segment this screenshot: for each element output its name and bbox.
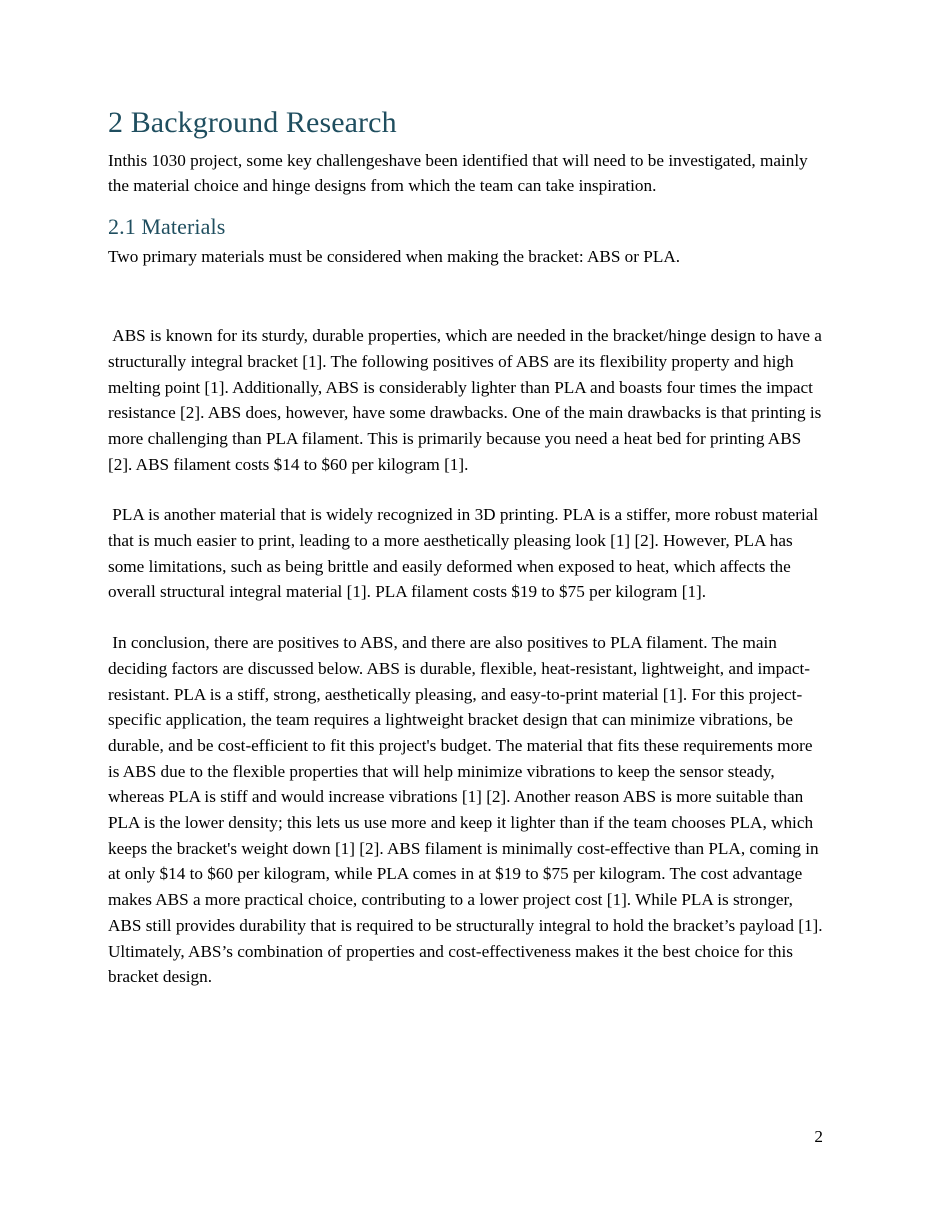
subsection-heading-materials: 2.1 Materials <box>108 213 226 239</box>
page-number: 2 <box>814 1127 823 1146</box>
section-intro-paragraph: Inthis 1030 project, some key challengeshave been identified that will need to be investigated, mainly the material choice and hinge designs from which the team can take inspiration. <box>108 150 813 196</box>
paragraph-spacer <box>108 270 824 323</box>
paragraph-abs: ABS is known for its sturdy, durable properties, which are needed in the bracket/hinge design to have a structurally integral bracket [1]. The following positives of ABS are its flexibility property and high melting point [1]. Additionally, ABS is considerably lighter than PLA and boasts four times the impact resistance [2]. ABS does, however, have some drawbacks. One of the main drawbacks is that printing is more challenging than PLA filament. This is primarily because you need a heat bed for printing ABS [2]. ABS filament costs $14 to $60 per kilogram [1]. <box>108 326 827 474</box>
paragraph-pla: PLA is another material that is widely recognized in 3D printing. PLA is a stiffer, more robust material that is much easier to print, leading to a more aesthetically pleasing look [1] [2]. However, PLA has some limitations, such as being brittle and easily deformed when exposed to heat, which affects the overall structural integral material [1]. PLA filament costs $19 to $75 per kilogram [1]. <box>108 505 823 602</box>
paragraph-spacer <box>108 477 824 502</box>
paragraph-conclusion: In conclusion, there are positives to ABS, and there are also positives to PLA filament. The main deciding factors are discussed below. ABS is durable, flexible, heat-resistant, lightweight, and impact-resistant. PLA is a stiff, strong, aesthetically pleasing, and easy-to-print material [1]. For this project-specific application, the team requires a lightweight bracket design that can minimize vibrations, be durable, and be cost-efficient to fit this project's budget. The material that fits these requirements more is ABS due to the flexible properties that will help minimize vibrations to keep the sensor steady, whereas PLA is stiff and would increase vibrations [1] [2]. Another reason ABS is more suitable than PLA is the lower density; this lets us use more and keep it lighter than if the team chooses PLA, which keeps the bracket's weight down [1] [2]. ABS filament is minimally cost-effective than PLA, coming in at only $14 to $60 per kilogram, while PLA comes in at $19 to $75 per kilogram. The cost advantage makes ABS a more practical choice, contributing to a lower project cost [1]. While PLA is stronger, ABS still provides durability that is required to be structurally integral to hold the bracket’s payload [1]. Ultimately, ABS’s combination of properties and cost-effectiveness makes it the best choice for this bracket design. <box>108 633 827 987</box>
page-content <box>108 104 827 990</box>
paragraph-spacer <box>108 605 824 630</box>
materials-lead-line: Two primary materials must be considered when making the bracket: ABS or PLA. <box>108 247 681 267</box>
section-heading: 2 Background Research <box>108 106 397 139</box>
